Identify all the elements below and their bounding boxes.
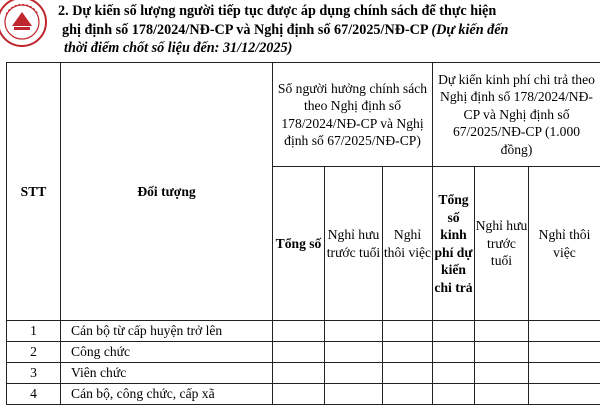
table-row [7,384,600,405]
row-object: Viên chức [61,363,273,384]
row-stt: 3 [7,363,61,384]
subheader-budget-early-retire: Nghỉ hưu trước tuổi [475,167,529,321]
heading-line-2-bold: ghị định số 178/2024/NĐ-CP và Nghị định số 67/2025/NĐ-CP [62,22,431,38]
row-object: Công chức [61,342,273,363]
header-object: Đối tượng [61,63,273,321]
heading-line-2 [44,21,596,40]
header-group-budget: Dự kiến kinh phí chi trả theo Nghị định số 178/2024/NĐ-CP và Nghị định số 67/2025/NĐ-CP (1.000 đồng) [433,63,600,167]
subheader-early-retire: Nghỉ hưu trước tuổi [325,167,383,321]
row-stt: 4 [7,384,61,405]
heading-line-3: thời điểm chốt số liệu đến: 31/12/2025) [44,39,596,58]
section-heading [44,2,596,58]
subheader-budget-resign: Nghỉ thôi việc [529,167,600,321]
heading-line-2-italic: (Dự kiến đến [431,22,508,38]
row-object: Cán bộ từ cấp huyện trở lên [61,321,273,342]
heading-line-1: 2. Dự kiến số lượng người tiếp tục được áp dụng chính sách để thực hiện [44,2,596,21]
table-row [7,342,600,363]
policy-table [6,62,600,405]
subheader-resign: Nghỉ thôi việc [383,167,433,321]
subheader-total-budget: Tổng số kinh phí dự kiến chi trả [433,167,475,321]
row-stt: 1 [7,321,61,342]
row-stt: 2 [7,342,61,363]
subheader-total: Tổng số [273,167,325,321]
row-object: Cán bộ, công chức, cấp xã [61,384,273,405]
table-row [7,321,600,342]
table-row [7,363,600,384]
header-group-recipients: Số người hưởng chính sách theo Nghị định số 178/2024/NĐ-CP và Nghị định số 67/2025/NĐ-CP) [273,63,433,167]
header-stt: STT [7,63,61,321]
